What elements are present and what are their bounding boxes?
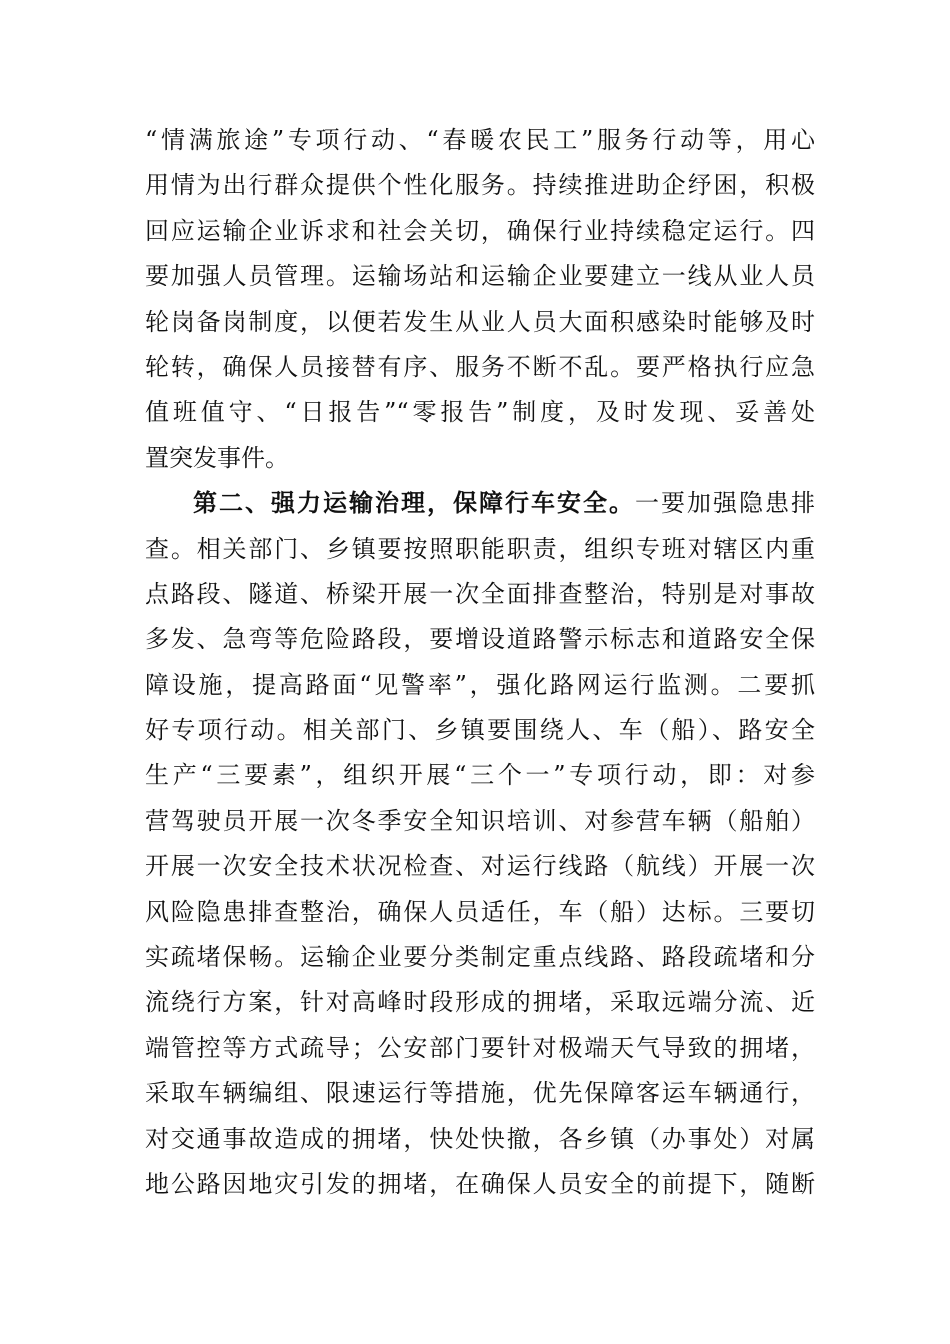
text-line: 回应运输企业诉求和社会关切，确保行业持续稳定运行。四: [145, 216, 815, 245]
text-line: 要加强人员管理。运输场站和运输企业要建立一线从业人员: [145, 262, 815, 291]
text-line: 端管控等方式疏导；公安部门要针对极端天气导致的拥堵，: [145, 1033, 815, 1062]
text-line: 多发、急弯等危险路段，要增设道路警示标志和道路安全保: [145, 625, 815, 654]
text-line: 营驾驶员开展一次冬季安全知识培训、对参营车辆（船舶）: [145, 806, 815, 835]
text-line: 生产“三要素”，组织开展“三个一”专项行动，即：对参: [145, 761, 815, 790]
text-line: 值班值守、“日报告”“零报告”制度，及时发现、妥善处: [145, 398, 815, 427]
text-line: 地公路因地灾引发的拥堵，在确保人员安全的前提下，随断: [145, 1169, 815, 1198]
text-line: 采取车辆编组、限速运行等措施，优先保障客运车辆通行，: [145, 1079, 815, 1108]
paragraph-first-line: [145, 481, 815, 526]
text-line: 置突发事件。: [145, 443, 289, 472]
body-text: [145, 118, 815, 1207]
text-line: 流绕行方案，针对高峰时段形成的拥堵，采取远端分流、近: [145, 988, 815, 1017]
text-line: “情满旅途”专项行动、“春暖农民工”服务行动等，用心: [145, 126, 815, 154]
text-line: 实疏堵保畅。运输企业要分类制定重点线路、路段疏堵和分: [145, 943, 815, 972]
section-heading: 第二、强力运输治理，保障行车安全。: [193, 489, 635, 518]
text-line: 好专项行动。相关部门、乡镇要围绕人、车（船）、路安全: [145, 716, 815, 745]
text-line: 障设施，提高路面“见警率”，强化路网运行监测。二要抓: [145, 670, 815, 699]
paragraph-1: [145, 118, 815, 481]
text-line: 用情为出行群众提供个性化服务。持续推进助企纾困，积极: [145, 171, 815, 200]
text-line: 轮岗备岗制度，以便若发生从业人员大面积感染时能够及时: [145, 307, 815, 336]
text-fragment: 一要加强隐患排: [635, 489, 815, 518]
text-line: 轮转，确保人员接替有序、服务不断不乱。要严格执行应急: [145, 352, 815, 381]
paragraph-2: [145, 481, 815, 1207]
text-line: 查。相关部门、乡镇要按照职能职责，组织专班对辖区内重: [145, 534, 815, 563]
text-line: 点路段、隧道、桥梁开展一次全面排查整治，特别是对事故: [145, 579, 815, 608]
text-line: 对交通事故造成的拥堵，快处快撤，各乡镇（办事处）对属: [145, 1124, 815, 1153]
text-line: 开展一次安全技术状况检查、对运行线路（航线）开展一次: [145, 852, 815, 881]
text-line: 风险隐患排查整治，确保人员适任，车（船）达标。三要切: [145, 897, 815, 926]
